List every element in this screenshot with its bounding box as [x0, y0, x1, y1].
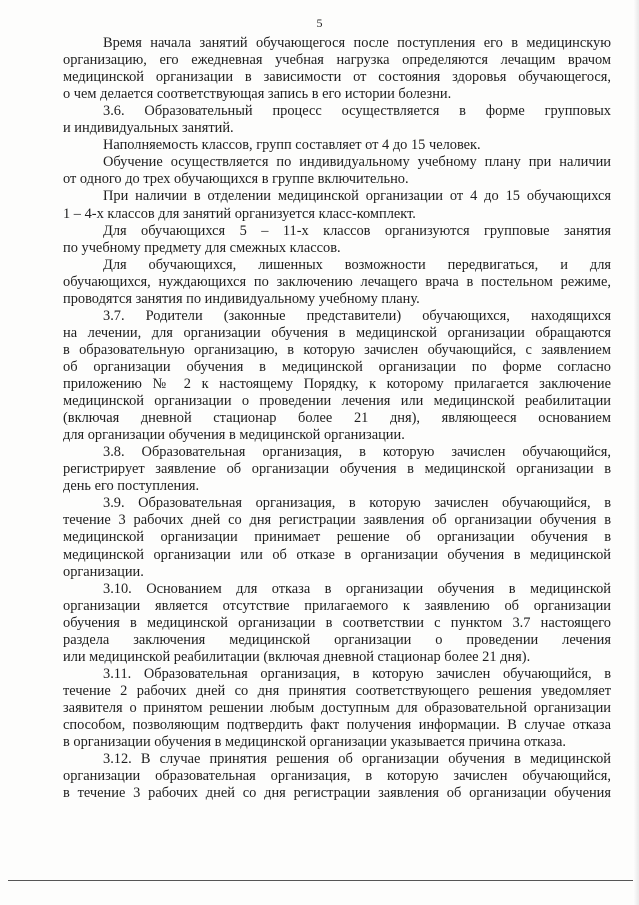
- text-line: медицинской организации в зависимости от состояния здоровья обучающегося,: [63, 69, 611, 85]
- text-line: 3.10. Основанием для отказа в организации обучения в медицинской: [103, 581, 611, 597]
- text-line: или медицинской реабилитации (включая дневной стационар более 21 дня).: [63, 649, 531, 665]
- text-line: Наполняемость классов, групп составляет от 4 до 15 человек.: [103, 137, 481, 153]
- text-line: 3.9. Образовательная организация, в которую зачислен обучающийся, в: [103, 495, 611, 511]
- text-line: 3.7. Родители (законные представители) обучающихся, находящихся: [103, 308, 611, 324]
- text-line: заявителя о принятом решении любым доступным для образовательной организации: [63, 700, 611, 716]
- text-line: о чем делается соответствующая запись в его истории болезни.: [63, 86, 452, 102]
- text-line: от одного до трех обучающихся в группе включительно.: [63, 171, 409, 187]
- text-line: Для обучающихся, лишенных возможности передвигаться, и для: [103, 257, 611, 273]
- text-line: Для обучающихся 5 – 11-х классов организуются групповые занятия: [103, 223, 611, 239]
- text-line: организации образовательная организация, в которую зачислен обучающийся,: [63, 768, 611, 784]
- text-line: обучающихся, нуждающихся по заключению лечащего врача в постельном режиме,: [63, 274, 611, 290]
- text-line: в организации обучения в медицинской организации указывается причина отказа.: [63, 734, 566, 750]
- text-line: медицинской организации о проведении лечения или медицинской реабилитации: [63, 393, 611, 409]
- text-line: течение 3 рабочих дней со дня регистрации заявления об организации обучения в: [63, 512, 611, 528]
- text-line: медицинской организации или об отказе в организации обучения в медицинской: [63, 547, 611, 563]
- text-line: 1 – 4-х классов для занятий организуется класс-комплект.: [63, 206, 416, 222]
- text-line: об организации обучения в медицинской организации по форме согласно: [63, 359, 611, 375]
- text-line: раздела заключения медицинской организации о проведении лечения: [63, 632, 611, 648]
- text-line: день его поступления.: [63, 478, 200, 494]
- text-line: 3.11. Образовательная организация, в которую зачислен обучающийся, в: [103, 666, 611, 682]
- text-line: на лечении, для организации обучения в медицинской организации обращаются: [63, 325, 611, 341]
- text-line: и индивидуальных занятий.: [63, 120, 234, 136]
- text-line: Обучение осуществляется по индивидуальному учебному плану при наличии: [103, 154, 611, 170]
- text-line: для организации обучения в медицинской организации.: [63, 427, 405, 443]
- text-line: организацию, его ежедневная учебная нагрузка определяются лечащим врачом: [63, 52, 611, 68]
- text-line: (включая дневной стационар более 21 дня), являющееся основанием: [63, 410, 611, 426]
- text-line: в течение 3 рабочих дней со дня регистрации заявления об организации обучения: [63, 785, 611, 801]
- text-line: проводятся занятия по индивидуальному учебному плану.: [63, 291, 420, 307]
- text-line: регистрирует заявление об организации обучения в медицинской организации в: [63, 461, 611, 477]
- text-line: 3.12. В случае принятия решения об организации обучения в медицинской: [103, 751, 611, 767]
- text-line: организации.: [63, 564, 144, 580]
- text-line: течение 2 рабочих дней со дня принятия соответствующего решения уведомляет: [63, 683, 611, 699]
- page-edge-shadow: [633, 0, 639, 905]
- text-line: 3.8. Образовательная организация, в которую зачислен обучающийся,: [103, 444, 611, 460]
- text-line: приложению № 2 к настоящему Порядку, к которому прилагается заключение: [63, 376, 611, 392]
- text-line: способом, позволяющим подтвердить факт получения информации. В случае отказа: [63, 717, 611, 733]
- text-line: Время начала занятий обучающегося после поступления его в медицинскую: [103, 35, 611, 51]
- text-line: в образовательную организацию, в которую зачислен обучающийся, с заявлением: [63, 342, 611, 358]
- page-number: 5: [316, 16, 323, 30]
- text-line: по учебному предмету для смежных классов.: [63, 240, 341, 256]
- text-line: медицинской организации принимает решение об организации обучения в: [63, 529, 611, 545]
- footer-rule: [8, 880, 633, 881]
- text-line: 3.6. Образовательный процесс осуществляется в форме групповых: [103, 103, 611, 119]
- text-line: обучения в медицинской организации в соответствии с пунктом 3.7 настоящего: [63, 615, 611, 631]
- text-line: При наличии в отделении медицинской организации от 4 до 15 обучающихся: [103, 188, 611, 204]
- text-line: организации является отсутствие прилагаемого к заявлению об организации: [63, 598, 611, 614]
